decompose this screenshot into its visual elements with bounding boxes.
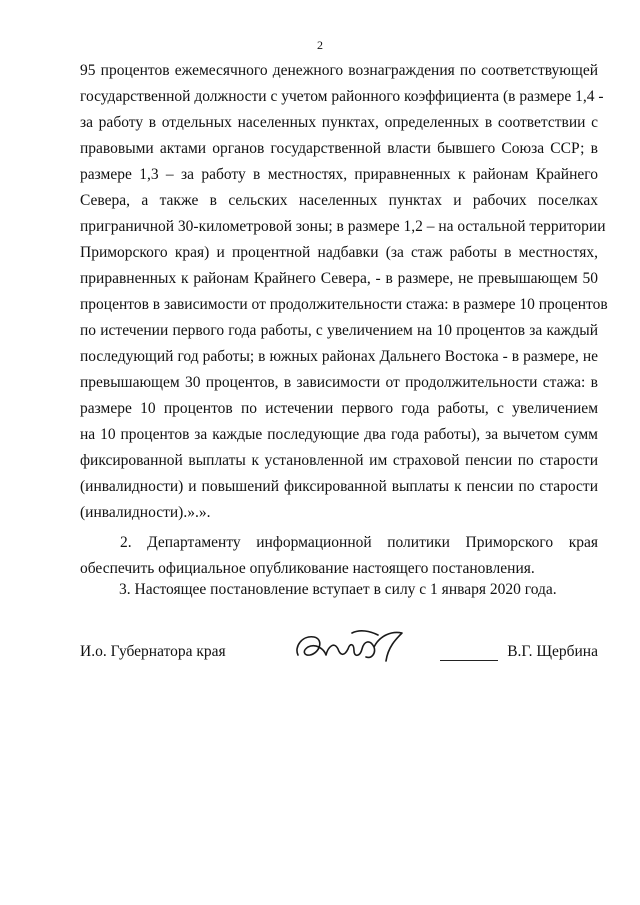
text-line: процентов в зависимости от продолжительности стажа: в размере 10 процентов [80, 296, 608, 313]
text-line: фиксированной выплаты к установленной им страховой пенсии по старости [80, 452, 598, 469]
text-line: превышающем 30 процентов, в зависимости от продолжительности стажа: в [80, 374, 598, 391]
document-body [80, 58, 608, 582]
text-line: правовыми актами органов государственной власти бывшего Союза ССР; в [80, 140, 598, 157]
paragraph-item-3: 3. Настоящее постановление вступает в силу с 1 января 2020 года. [119, 581, 557, 598]
paragraph-item-2 [80, 530, 598, 582]
text-line: приграничной 30-километровой зоны; в размере 1,2 – на остальной территории [80, 218, 606, 235]
signatory-name: В.Г. Щербина [507, 643, 598, 660]
handwritten-signature [290, 625, 410, 671]
paragraph-continuation [80, 58, 608, 526]
text-line: последующий год работы; в южных районах Дальнего Востока - в размере, не [80, 348, 598, 365]
text-line: 2. Департаменту информационной политики Приморского края [120, 534, 598, 551]
text-line: государственной должности с учетом районного коэффициента (в размере 1,4 - [80, 88, 604, 105]
text-line: приравненных к районам Крайнего Севера, - в размере, не превышающем 50 [80, 270, 598, 287]
text-line: за работу в отдельных населенных пунктах, определенных в соответствии с [80, 114, 598, 131]
text-line: размере 1,3 – за работу в местностях, приравненных к районам Крайнего [80, 166, 598, 183]
signature-block [80, 643, 598, 679]
text-line: на 10 процентов за каждые последующие два года работы), за вычетом сумм [80, 426, 598, 443]
text-line: по истечении первого года работы, с увеличением на 10 процентов за каждый [80, 322, 598, 339]
text-line: Севера, а также в сельских населенных пунктах и рабочих поселках [80, 192, 598, 209]
text-line: Приморского края) и процентной надбавки (за стаж работы в местностях, [80, 244, 598, 261]
text-line: (инвалидности).».». [80, 504, 211, 521]
text-line: размере 10 процентов по истечении первого года работы, с увеличением [80, 400, 598, 417]
page-number: 2 [317, 38, 323, 52]
signature-line [440, 660, 498, 661]
signatory-title: И.о. Губернатора края [80, 643, 226, 660]
text-line: (инвалидности) и повышений фиксированной выплаты к пенсии по старости [80, 478, 598, 495]
text-line: 95 процентов ежемесячного денежного вознаграждения по соответствующей [80, 62, 598, 79]
text-line: обеспечить официальное опубликование настоящего постановления. [80, 560, 535, 577]
